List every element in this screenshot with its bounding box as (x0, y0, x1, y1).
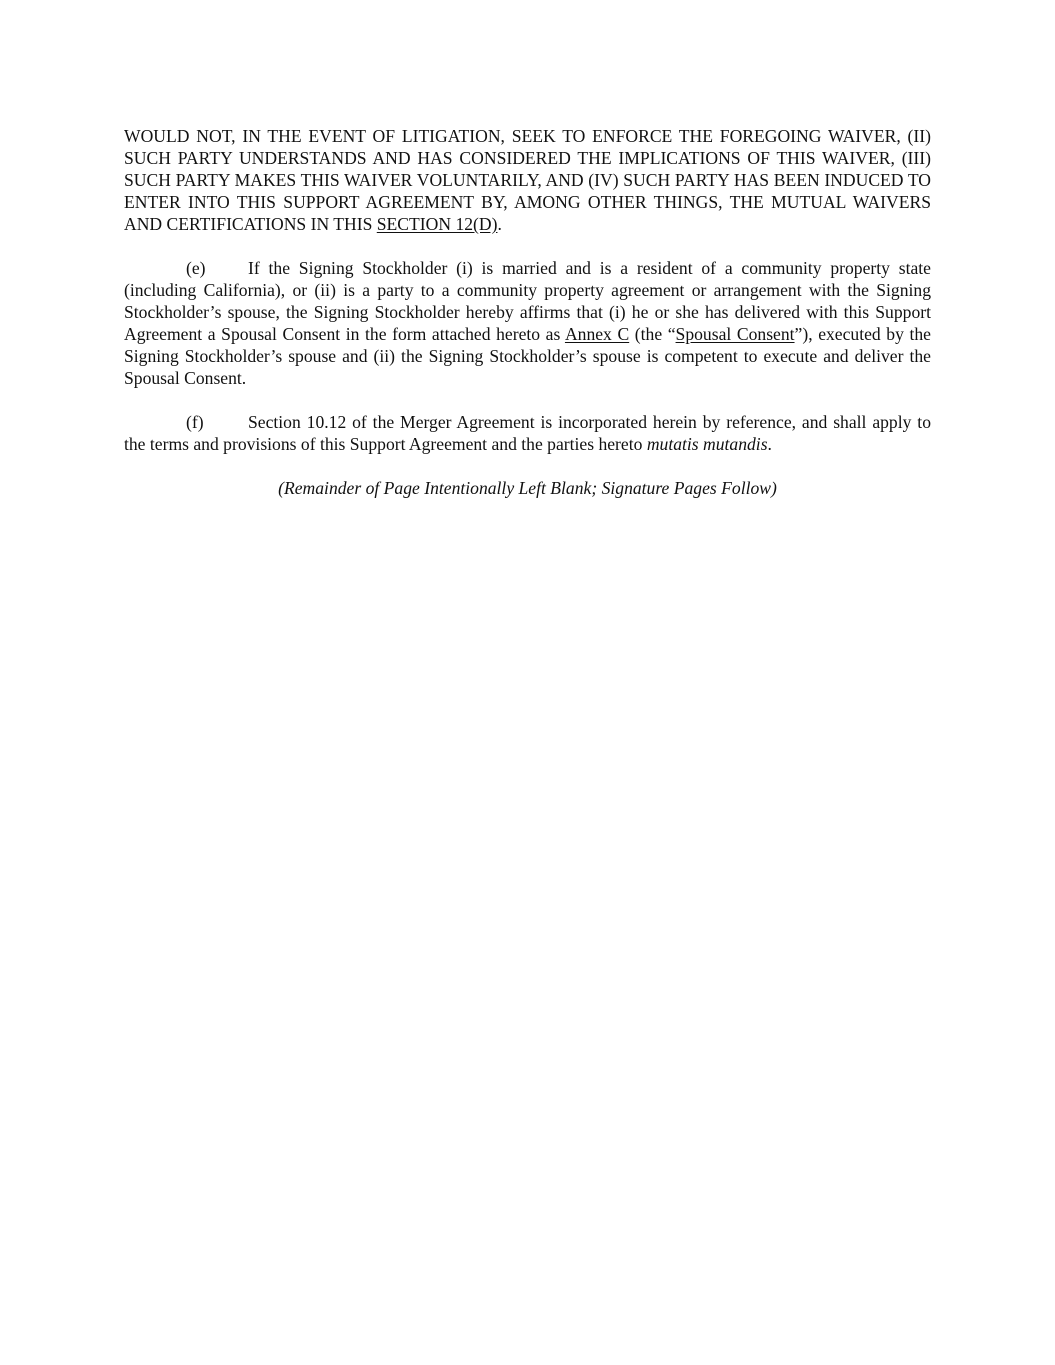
mutatis-mutandis-term: mutatis mutandis (646, 434, 768, 454)
paragraph-e-text-3: ”), executed by the Signing Stockholder’s spouse and (ii) the Signing Stockholder’s spouse is competent to execute and deliver the Spousal Consent. (124, 324, 931, 388)
remainder-note: (Remainder of Page Intentionally Left Blank; Signature Pages Follow) (278, 478, 777, 498)
waiver-text: WOULD NOT, IN THE EVENT OF LITIGATION, SEEK TO ENFORCE THE FOREGOING WAIVER, (II) SUCH PARTY UNDERSTANDS AND HAS CONSIDERED THE IMPLICATIONS OF THIS WAIVER, (III) SUCH PARTY MAKES THIS WAIVER VOLUNTARILY, AND (IV) SUCH PARTY HAS BEEN INDUCED TO ENTER INTO THIS SUPPORT AGREEMENT BY, AMONG OTHER THINGS, THE MUTUAL WAIVERS AND CERTIFICATIONS IN THIS (124, 126, 931, 234)
document-body (124, 125, 931, 499)
paragraph-e-text-1: If the Signing Stockholder (i) is married and is a resident of a community property state (including California), or (ii) is a party to a community property agreement or arrangement with the Signing Stockholder’s spouse, the Signing Stockholder hereby affirms that (i) he or she has delivered with this Support Agreement a Spousal Consent in the form attached hereto as (124, 258, 931, 344)
annex-c-reference: Annex C (564, 324, 630, 344)
paragraph-f (124, 411, 931, 455)
waiver-paragraph-continued (124, 125, 931, 235)
paragraph-e-text-2: (the “ (629, 324, 676, 344)
section-reference-link: SECTION 12(D) (376, 214, 498, 234)
paragraph-e (124, 257, 931, 389)
paragraph-e-marker: (e) (186, 258, 206, 278)
waiver-end: . (497, 214, 502, 234)
paragraph-f-end: . (767, 434, 772, 454)
spousal-consent-defined-term: Spousal Consent (675, 324, 795, 344)
paragraph-f-marker: (f) (186, 412, 204, 432)
paragraph-f-text-1: Section 10.12 of the Merger Agreement is incorporated herein by reference, and shall apply to the terms and provisions of this Support Agreement and the parties hereto (124, 412, 931, 454)
